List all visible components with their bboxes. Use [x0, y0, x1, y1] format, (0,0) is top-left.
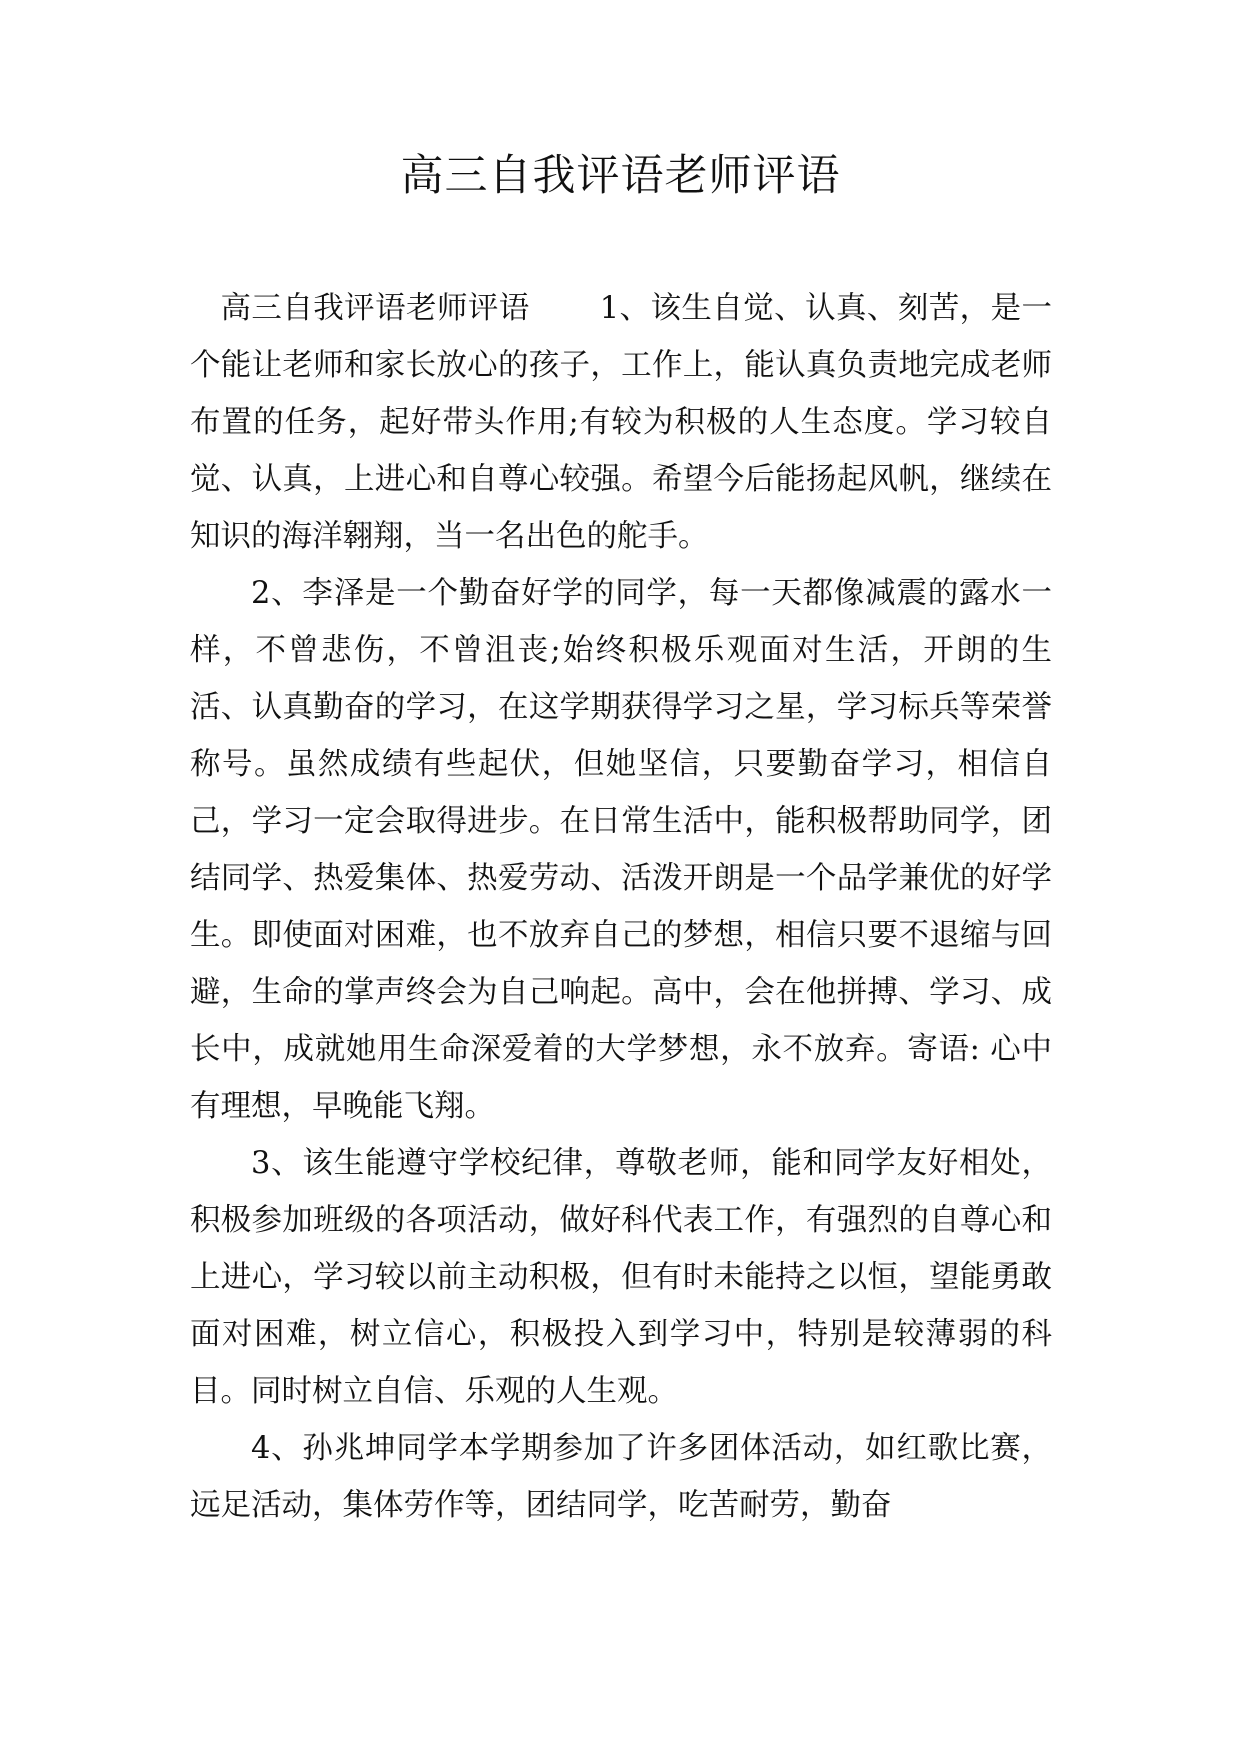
document-title: 高三自我评语老师评语 [400, 151, 841, 201]
paragraph-3: 3、该生能遵守学校纪律，尊敬老师，能和同学友好相处，积极参加班级的各项活动，做好科代表工作，有强烈的自尊心和上进心，学习较以前主动积极，但有时未能持之以恒，望能勇敢面对困难，树立信心，积极投入到学习中，特别是较薄弱的科目。同时树立自信、乐观的人生观。 [190, 1146, 1052, 1409]
paragraph-1 [190, 280, 1052, 565]
paragraph-2: 2、李泽是一个勤奋好学的同学，每一天都像减震的露水一样，不曾悲伤，不曾沮丧;始终积极乐观面对生活，开朗的生活、认真勤奋的学习，在这学期获得学习之星，学习标兵等荣誉称号。虽然成绩有些起伏，但她坚信，只要勤奋学习，相信自己，学习一定会取得进步。在日常生活中，能积极帮助同学，团结同学、热爱集体、热爱劳动、活泼开朗是一个品学兼优的好学生。即使面对困难，也不放弃自己的梦想，相信只要不退缩与回避，生命的掌声终会为自己响起。高中，会在他拼搏、学习、成长中，成就她用生命深爱着的大学梦想，永不放弃。寄语: 心中有理想，早晚能飞翔。 [190, 576, 1052, 1124]
document-body [190, 280, 1052, 1534]
intro-label: 高三自我评语老师评语 [220, 291, 530, 326]
paragraph-1-text: 1、该生自觉、认真、刻苦，是一个能让老师和家长放心的孩子，工作上，能认真负责地完成老师布置的任务，起好带头作用;有较为积极的人生态度。学习较自觉、认真，上进心和自尊心较强。希望今后能扬起风帆，继续在知识的海洋翱翔，当一名出色的舵手。 [190, 291, 1053, 554]
paragraph-4: 4、孙兆坤同学本学期参加了许多团体活动，如红歌比赛，远足活动，集体劳作等，团结同学，吃苦耐劳，勤奋 [190, 1431, 1052, 1523]
